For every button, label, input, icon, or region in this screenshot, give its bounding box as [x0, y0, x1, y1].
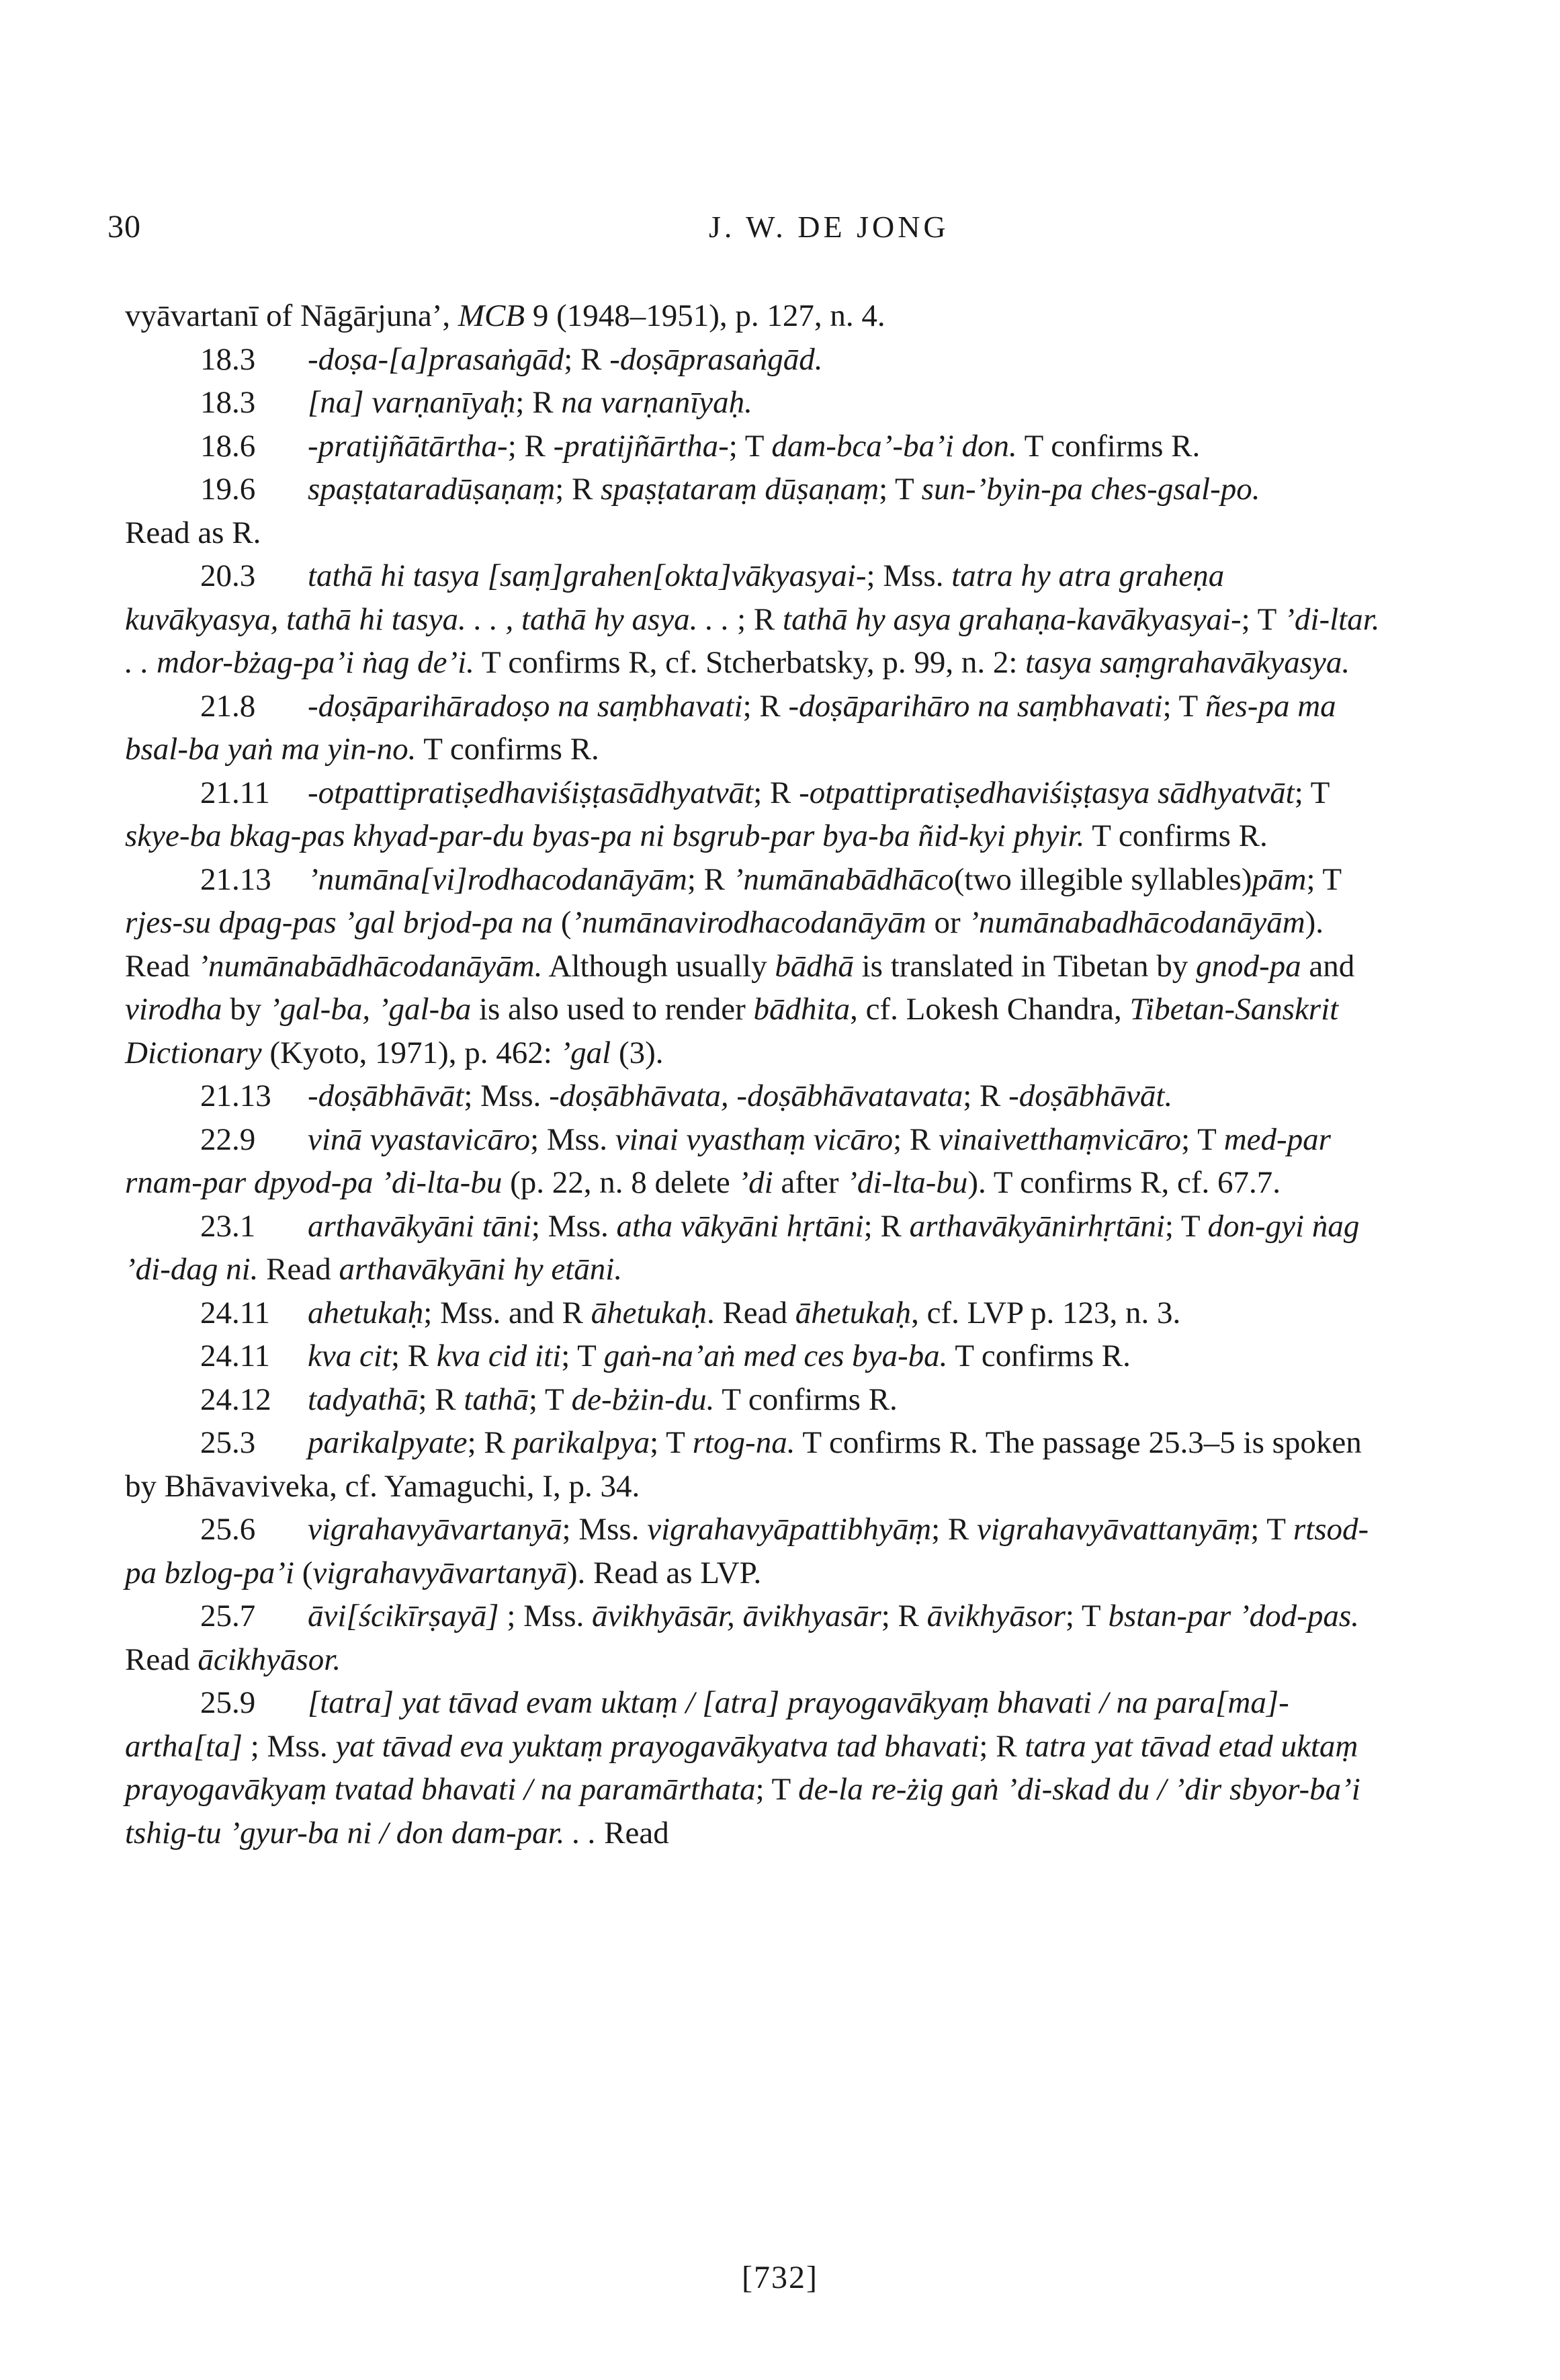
italic-text: bstan-par ’dod-pas. [1108, 1599, 1359, 1633]
note-reference: 24.11 [200, 1338, 271, 1373]
roman-text: ; T [1250, 1512, 1293, 1547]
roman-text: ; R [564, 341, 610, 377]
roman-text: T confirms R. [714, 1382, 898, 1417]
roman-text: ; T [561, 1338, 604, 1373]
note-entry [125, 1118, 1384, 1205]
roman-text: ; T [1241, 601, 1285, 637]
note-reference: 20.3 [200, 558, 256, 593]
note-reference: 21.13 [200, 861, 271, 897]
italic-text: rtsod-pa bzlog-pa’i [125, 1512, 1369, 1590]
roman-text: ; R [418, 1382, 464, 1417]
italic-text: ’numānabādhācodanāyām. [198, 948, 543, 984]
note-entry [125, 1681, 1384, 1855]
italic-text: kva cit [308, 1338, 391, 1373]
italic-text: de-la re-żig gaṅ ’di-skad du / ’dir sbyor-ba’i tshig-tu ’gyur-ba ni / don dam-par. . . [125, 1772, 1360, 1851]
italic-text: vigrahavyāvattanyāṃ [977, 1512, 1251, 1547]
italic-text: vinaivetthaṃvicāro [939, 1121, 1182, 1157]
note-entry [125, 1334, 1384, 1378]
italic-text: tathā hy asya grahaṇa-kavākyasyai- [783, 601, 1242, 637]
italic-text: -doṣābhāvāt. [1008, 1078, 1173, 1113]
italic-text: ’numānabadhācodanāyām [968, 905, 1305, 940]
note-reference: 22.9 [200, 1121, 256, 1157]
roman-text: ). T confirms R, cf. 67.7. [967, 1165, 1281, 1200]
roman-text: ; R [555, 472, 601, 507]
italic-text: yat tāvad eva yuktaṃ prayogavākyatva tad bhavati [335, 1728, 980, 1764]
italic-text: vinai vyasthaṃ vicāro [615, 1121, 894, 1157]
roman-text: ; R [893, 1121, 939, 1157]
italic-text: vigrahavyāpattibhyāṃ [647, 1512, 932, 1547]
italic-text: arthavākyāni tāni [308, 1208, 531, 1244]
roman-text: ; T [1306, 861, 1342, 897]
italic-text: kva cid iti [436, 1338, 562, 1373]
note-continuation [125, 294, 1384, 338]
italic-text: ahetukaḥ [308, 1295, 424, 1330]
roman-text: ( [553, 905, 572, 940]
roman-text: ; Mss. [499, 1599, 593, 1633]
italic-text: [na] varṇanīyaḥ [308, 385, 516, 420]
italic-text: skye-ba bkag-pas khyad-par-du byas-pa ni bsgrub-par bya-ba ñid-kyi phyir. [125, 818, 1085, 853]
notes-body [125, 294, 1384, 1855]
roman-text: ; T [1181, 1121, 1224, 1157]
roman-text: ; R [753, 775, 799, 810]
roman-text: ; T [1065, 1599, 1109, 1633]
italic-text: de-bżin-du. [571, 1382, 715, 1417]
roman-text: ; R [390, 1338, 437, 1373]
note-entry [125, 425, 1384, 468]
roman-text: ; Mss. [464, 1078, 550, 1113]
italic-text: gaṅ-na’aṅ med ces bya-ba. [603, 1338, 948, 1373]
roman-text: or [926, 905, 969, 940]
roman-text: and [1301, 948, 1355, 984]
italic-text: virodha [125, 992, 222, 1027]
roman-text: ; Mss. [562, 1512, 648, 1547]
roman-text: ; T [879, 472, 922, 507]
note-entry [125, 1205, 1384, 1291]
roman-text: T confirms R. [1016, 428, 1201, 464]
italic-text: āhetukaḥ [795, 1295, 912, 1330]
roman-text: ( [294, 1555, 313, 1590]
note-entry [125, 685, 1384, 771]
italic-text: ’di [738, 1165, 773, 1200]
roman-text: by [222, 992, 269, 1027]
italic-text: bādhā [775, 948, 854, 984]
note-entry [125, 1508, 1384, 1595]
italic-text: dam-bca’-ba’i don. [771, 428, 1017, 464]
note-reference: 23.1 [200, 1208, 256, 1244]
roman-text: is also used to render [471, 992, 754, 1027]
roman-text: ; R [687, 861, 733, 897]
italic-text: don-gyi ṅag ’di-dag ni. [125, 1208, 1360, 1287]
roman-text: ; Mss. [866, 558, 952, 593]
roman-text: ; T [755, 1772, 799, 1807]
roman-text: (3). [611, 1035, 664, 1070]
italic-text: -pratijñātārtha- [308, 428, 508, 464]
italic-text: -doṣa-[a]prasaṅgād [308, 341, 564, 377]
italic-text: ñes-pa ma bsal-ba yaṅ ma yin-no. [125, 688, 1336, 767]
roman-text: ; T [650, 1425, 693, 1460]
roman-text: ; T [1294, 775, 1330, 810]
italic-text: Tibetan-Sanskrit Dictionary [125, 992, 1339, 1070]
roman-text: (p. 22, n. 8 delete [502, 1165, 738, 1200]
roman-text: T confirms R. [947, 1338, 1131, 1373]
note-reference: 24.11 [200, 1295, 271, 1330]
italic-text: āvikhyāsār, āvikhyasār [592, 1599, 881, 1633]
roman-text: ; Mss. [243, 1728, 336, 1764]
italic-text: bādhita [753, 992, 851, 1027]
italic-text: ’di-lta-bu [847, 1165, 968, 1200]
note-entry [125, 771, 1384, 858]
roman-text: (Kyoto, 1971), p. 462: [261, 1035, 560, 1070]
italic-text: ’gal-ba, ’gal-ba [269, 992, 472, 1027]
roman-text: ; T [1164, 1208, 1208, 1244]
roman-text: ; Mss. [530, 1121, 615, 1157]
italic-text: spaṣṭataraṃ dūṣaṇaṃ [601, 472, 879, 507]
italic-text: -doṣāparihāradoṣo na saṃbhavati [308, 688, 743, 724]
italic-text: -otpattipratiṣedhaviśiṣṭasādhyatvāt [308, 775, 754, 810]
italic-text: āvikhyāsor [926, 1599, 1066, 1633]
note-reference: 25.7 [200, 1599, 256, 1633]
italic-text: tathā [464, 1382, 529, 1417]
note-continuation [125, 511, 1384, 555]
italic-text: ’di-ltar. . . mdor-bżag-pa’i ṅag de’i. [125, 601, 1380, 680]
running-head: J. W. DE JONG [709, 210, 949, 244]
roman-text: T confirms R. [1084, 818, 1268, 853]
page-header [107, 206, 1424, 253]
roman-text: Although usually [542, 948, 775, 984]
italic-text: parikalpyate [308, 1425, 468, 1460]
note-entry [125, 1595, 1384, 1681]
italic-text: ācikhyāsor. [198, 1642, 341, 1677]
italic-text: med-par rnam-par dpyod-pa ’di-lta-bu [125, 1121, 1331, 1200]
roman-text: Read as R. [125, 515, 261, 550]
italic-text: ’gal [560, 1035, 611, 1070]
roman-text: ). Read [125, 905, 1324, 984]
note-reference: 24.12 [200, 1382, 271, 1417]
italic-text: vinā vyastavicāro [308, 1121, 531, 1157]
roman-text: . Read [706, 1295, 795, 1330]
roman-text: ; T [1162, 688, 1206, 724]
italic-text: -otpattipratiṣedhaviśiṣṭasya sādhyatvāt [799, 775, 1295, 810]
italic-text: rtog-na. [692, 1425, 795, 1460]
roman-text: after [773, 1165, 847, 1200]
note-reference: 18.3 [200, 341, 256, 377]
italic-text: ’numānavirodhacodanāyām [571, 905, 926, 940]
note-reference: 19.6 [200, 472, 256, 507]
note-reference: 18.6 [200, 428, 256, 464]
note-reference: 25.3 [200, 1425, 256, 1460]
page-footer [0, 2256, 1560, 2300]
roman-text: ; R [863, 1208, 910, 1244]
italic-text: ’numānabādhāco [732, 861, 954, 897]
note-reference: 18.3 [200, 385, 256, 420]
italic-text: MCB [458, 298, 525, 333]
italic-text: sun-’byin-pa ches-gsal-po. [921, 472, 1260, 507]
note-entry [125, 1074, 1384, 1118]
italic-text: -pratijñārtha- [553, 428, 729, 464]
roman-text: T confirms R. The passage 25.3–5 is spoken by Bhāvaviveka, cf. Yamaguchi, I, p. 34. [125, 1425, 1362, 1504]
italic-text: āvi[ścikīrṣayā] [308, 1599, 499, 1633]
roman-text: ; Mss. and R [423, 1295, 591, 1330]
roman-text: ; R [467, 1425, 513, 1460]
italic-text: tatra yat tāvad etad uktaṃ prayogavākyaṃ tvatad bhavati / na paramārthata [125, 1728, 1358, 1807]
italic-text: tadyathā [308, 1382, 419, 1417]
italic-text: tathā hi tasya [saṃ]grahen[okta]vākyasyai- [308, 558, 867, 593]
roman-text: ). Read as LVP. [566, 1555, 762, 1590]
roman-text: Read [596, 1815, 669, 1851]
roman-text: ; T [529, 1382, 572, 1417]
roman-text: (two illegible syllables) [953, 861, 1252, 897]
roman-text: vyāvartanī of Nāgārjuna’, [125, 298, 458, 333]
italic-text: spaṣṭataradūṣaṇaṃ [308, 472, 556, 507]
note-entry [125, 858, 1384, 1075]
roman-text: ; R [742, 688, 789, 724]
note-reference: 21.8 [200, 688, 256, 724]
roman-text: T confirms R, cf. Stcherbatsky, p. 99, n. 2: [474, 645, 1026, 680]
italic-text: vigrahavyāvartanyā [312, 1555, 567, 1590]
note-reference: 25.9 [200, 1685, 256, 1720]
italic-text: ’numāna[vi]rodhacodanāyām [308, 861, 687, 897]
italic-text: -doṣābhāvāt [308, 1078, 464, 1113]
roman-text: ; R [515, 385, 562, 420]
note-reference: 25.6 [200, 1512, 256, 1547]
roman-text: ; R [507, 428, 554, 464]
roman-text: Read [125, 1642, 198, 1677]
note-entry [125, 338, 1384, 382]
note-entry [125, 1291, 1384, 1335]
folio-number: [732] [742, 2260, 818, 2295]
italic-text: parikalpya [513, 1425, 650, 1460]
roman-text: is translated in Tibetan by [853, 948, 1196, 984]
roman-text: ; T [728, 428, 772, 464]
italic-text: -doṣābhāvata, -doṣābhāvatavata [549, 1078, 963, 1113]
roman-text: 9 (1948–1951), p. 127, n. 4. [525, 298, 885, 333]
italic-text: tasya saṃgrahavākyasya. [1025, 645, 1350, 680]
note-entry [125, 381, 1384, 425]
note-reference: 21.13 [200, 1078, 271, 1113]
note-entry [125, 1378, 1384, 1422]
roman-text: ; Mss. [531, 1208, 617, 1244]
roman-text: , cf. LVP p. 123, n. 3. [911, 1295, 1181, 1330]
roman-text: , cf. Lokesh Chandra, [850, 992, 1130, 1027]
page-number: 30 [107, 209, 141, 245]
italic-text: vigrahavyāvartanyā [308, 1512, 562, 1547]
italic-text: arthavākyāni hy etāni. [339, 1252, 623, 1287]
roman-text: ; R [931, 1512, 978, 1547]
italic-text: -doṣāparihāro na saṃbhavati [788, 688, 1163, 724]
italic-text: rjes-su dpag-pas ’gal brjod-pa na [125, 905, 554, 940]
roman-text: ; R [979, 1728, 1025, 1764]
roman-text: ; R [881, 1599, 927, 1633]
roman-text: ; R [963, 1078, 1009, 1113]
note-entry [125, 554, 1384, 685]
italic-text: tatra hy atra graheṇa kuvākyasya, tathā hi tasya. . . , tathā hy asya. . . [125, 558, 1225, 637]
italic-text: atha vākyāni hṛtāni [616, 1208, 864, 1244]
roman-text: Read [258, 1252, 339, 1287]
italic-text: pām [1252, 861, 1307, 897]
roman-text: ; R [729, 601, 783, 637]
note-entry [125, 468, 1384, 511]
note-reference: 21.11 [200, 775, 271, 810]
italic-text: na varṇanīyaḥ. [561, 385, 752, 420]
italic-text: -doṣāprasaṅgād. [609, 341, 823, 377]
italic-text: arthavākyānirhṛtāni [909, 1208, 1165, 1244]
note-entry [125, 1421, 1384, 1508]
roman-text: T confirms R. [416, 732, 599, 767]
italic-text: gnod-pa [1195, 948, 1301, 984]
italic-text: [tatra] yat tāvad evam uktaṃ / [atra] prayogavākyaṃ bhavati / na para[ma]-artha[ta] [125, 1685, 1289, 1764]
italic-text: āhetukaḥ [591, 1295, 707, 1330]
